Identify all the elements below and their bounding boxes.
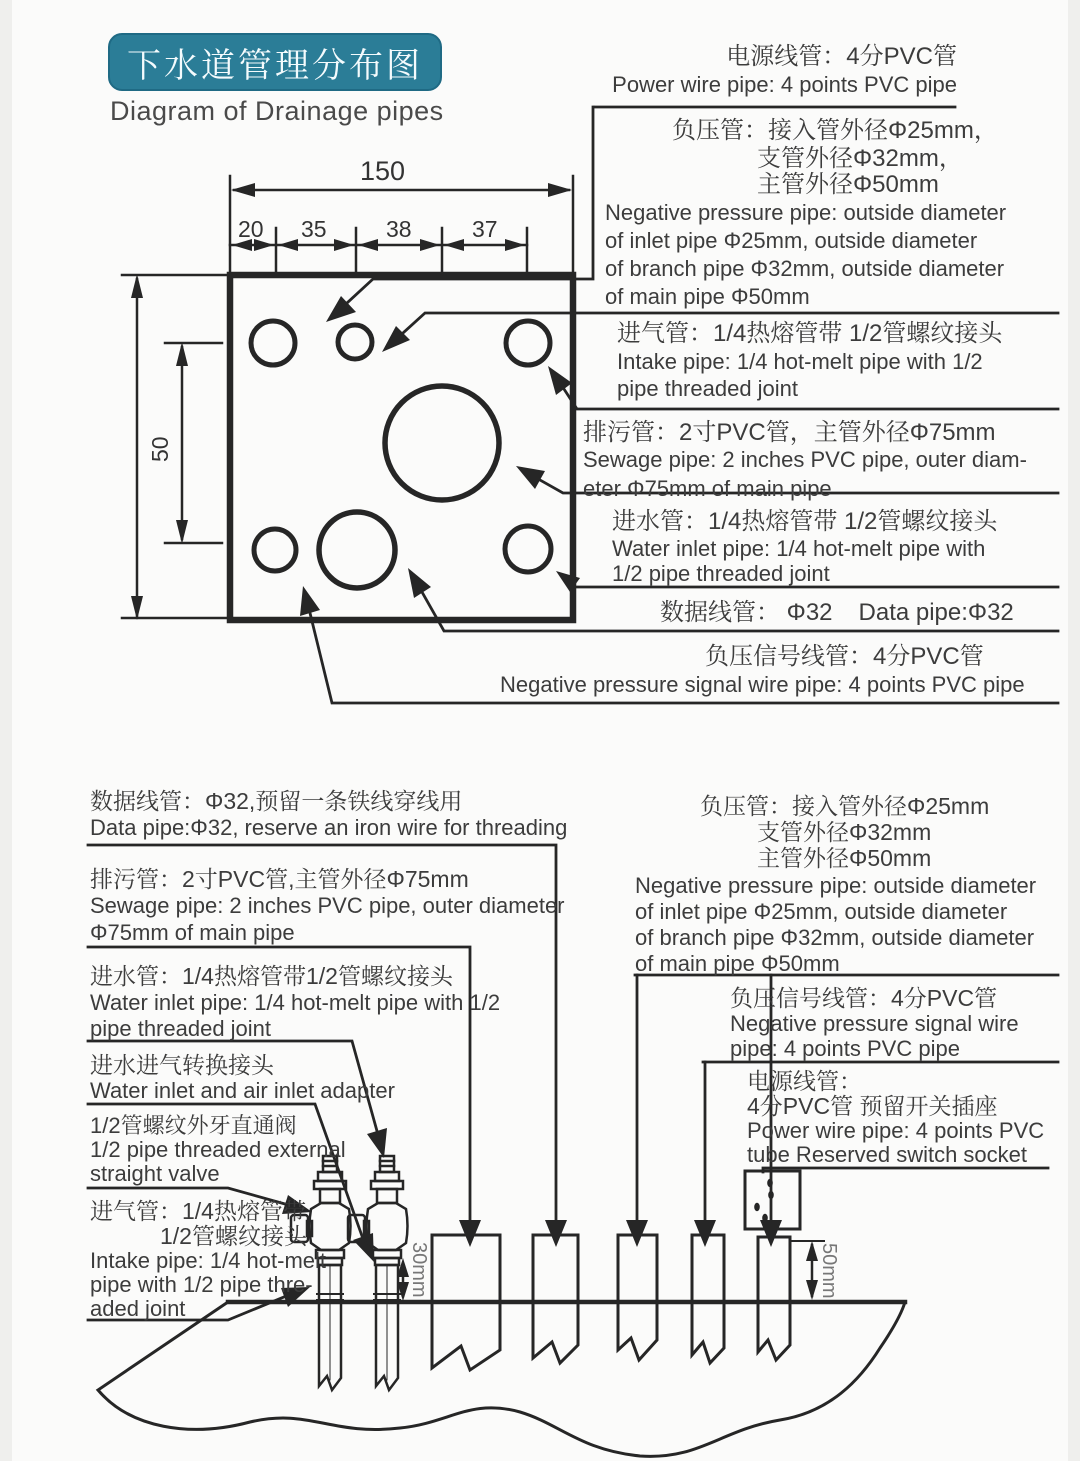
label-bl-data-zh: 数据线管：Φ32,预留一条铁线穿线用 (90, 788, 463, 814)
label-water-en1: Water inlet pipe: 1/4 hot-melt pipe with (612, 536, 986, 561)
label-water-en2: 1/2 pipe threaded joint (612, 561, 830, 586)
dim-38: 38 (386, 216, 412, 242)
label-bl-water-zh: 进水管：1/4热熔管带1/2管螺纹接头 (90, 963, 453, 989)
dim-20: 20 (238, 216, 264, 242)
label-br-negative-zh2: 支管外径Φ32mm (757, 819, 932, 845)
label-data-line (660, 599, 1014, 627)
label-data-zh: 数据线管： Φ32 (660, 599, 833, 626)
dim-37: 37 (472, 216, 498, 242)
hole-top-left (251, 321, 295, 365)
label-br-negative-zh1: 负压管：接入管外径Φ25mm (700, 793, 990, 819)
label-bl-sewage-en2: Φ75mm of main pipe (90, 920, 295, 945)
label-br-negative-en4: of main pipe Φ50mm (635, 951, 840, 976)
label-bl-intake-en3: aded joint (90, 1296, 186, 1321)
hole-top-middle (338, 325, 372, 359)
hole-center-large (385, 386, 499, 500)
label-br-negative-en2: of inlet pipe Φ25mm, outside diameter (635, 899, 1008, 924)
label-sewage-en1: Sewage pipe: 2 inches PVC pipe, outer diam- (583, 447, 1027, 472)
label-negative-en4: of main pipe Φ50mm (605, 284, 810, 309)
label-bl-water-en1: Water inlet pipe: 1/4 hot-melt pipe with 1/2 (90, 990, 501, 1015)
dimension-height (122, 274, 228, 620)
page-title-zh: 下水道管理分布图 (127, 46, 423, 85)
label-br-negative-en1: Negative pressure pipe: outside diameter (635, 873, 1037, 898)
label-br-signal-en1: Negative pressure signal wire (730, 1011, 1019, 1036)
label-power-en: Power wire pipe: 4 points PVC pipe (612, 72, 957, 97)
label-bl-data-en: Data pipe:Φ32, reserve an iron wire for threading (90, 815, 568, 840)
hole-top-right (506, 321, 550, 365)
pipe-data (533, 1235, 578, 1363)
label-br-power-en1: Power wire pipe: 4 points PVC (747, 1118, 1045, 1143)
dim-150: 150 (360, 156, 406, 186)
label-bl-water-en2: pipe threaded joint (90, 1016, 272, 1041)
label-negative-en1: Negative pressure pipe: outside diameter (605, 200, 1007, 225)
label-bl-intake-zh1: 进气管：1/4热熔管带 (90, 1198, 306, 1224)
label-negative-zh3: 主管外径Φ50mm (757, 171, 939, 198)
label-valve-en2: straight valve (90, 1161, 220, 1186)
label-negative-zh2: 支管外径Φ32mm， (757, 145, 963, 172)
dim-30mm: 30mm (408, 1242, 430, 1298)
label-bl-intake-zh2: 1/2管螺纹接头 (160, 1223, 307, 1249)
leader-power-bottom (763, 1168, 1048, 1172)
label-valve-zh: 1/2管螺纹外牙直通阀 (90, 1113, 297, 1138)
label-br-power-en2: tube Reserved switch socket (747, 1142, 1028, 1167)
dim-35: 35 (301, 216, 327, 242)
label-bl-sewage-en1: Sewage pipe: 2 inches PVC pipe, outer diameter (90, 893, 565, 918)
label-sewage-en2: eter Φ75mm of main pipe (583, 476, 832, 501)
label-intake-zh: 进气管：1/4热熔管带 1/2管螺纹接头 (617, 320, 1003, 347)
pipe-power (758, 1237, 790, 1360)
dim-50: 50 (147, 436, 173, 462)
label-negative-en2: of inlet pipe Φ25mm, outside diameter (605, 228, 978, 253)
hole-bottom-left (254, 529, 296, 571)
label-power-zh: 电源线管：4分PVC管 (726, 43, 957, 70)
dim-50mm: 50mm (818, 1243, 840, 1299)
pipe-signal (692, 1235, 724, 1363)
valve-body-1 (310, 1203, 351, 1250)
label-adapter-en: Water inlet and air inlet adapter (90, 1078, 395, 1103)
label-signal-en: Negative pressure signal wire pipe: 4 points PVC pipe (500, 672, 1025, 697)
label-bl-sewage-zh: 排污管：2寸PVC管,主管外径Φ75mm (90, 866, 469, 892)
label-signal-zh: 负压信号线管：4分PVC管 (705, 643, 984, 670)
page-title-en: Diagram of Drainage pipes (110, 96, 444, 126)
label-data-en: Data pipe:Φ32 (858, 599, 1014, 626)
pipe-negative (618, 1235, 657, 1360)
hole-bottom-right (505, 526, 551, 572)
label-bl-intake-en2: pipe with 1/2 pipe thre- (90, 1272, 313, 1297)
label-adapter-zh: 进水进气转换接头 (90, 1052, 274, 1078)
hole-bottom-middle (319, 512, 395, 588)
label-br-signal-zh: 负压信号线管：4分PVC管 (730, 985, 998, 1011)
label-negative-en3: of branch pipe Φ32mm, outside diameter (605, 256, 1005, 281)
label-br-negative-en3: of branch pipe Φ32mm, outside diameter (635, 925, 1035, 950)
label-intake-en1: Intake pipe: 1/4 hot-melt pipe with 1/2 (617, 349, 983, 374)
label-br-power-zh1: 电源线管： (747, 1068, 862, 1094)
label-intake-en2: pipe threaded joint (617, 376, 799, 401)
label-negative-zh1: 负压管：接入管外径Φ25mm， (672, 117, 998, 144)
label-br-signal-en2: pipe: 4 points PVC pipe (730, 1036, 960, 1061)
dimension-50 (165, 342, 222, 544)
mounting-plate (230, 275, 573, 620)
label-br-negative-zh3: 主管外径Φ50mm (757, 845, 932, 871)
label-sewage-zh: 排污管：2寸PVC管，主管外径Φ75mm (583, 419, 996, 446)
label-valve-en1: 1/2 pipe threaded external (90, 1137, 346, 1162)
label-br-power-zh2: 4分PVC管 预留开关插座 (747, 1093, 998, 1119)
label-bl-intake-en1: Intake pipe: 1/4 hot-melt (90, 1248, 327, 1273)
title-badge (108, 33, 442, 91)
label-water-zh: 进水管：1/4热熔管带 1/2管螺纹接头 (612, 508, 998, 535)
